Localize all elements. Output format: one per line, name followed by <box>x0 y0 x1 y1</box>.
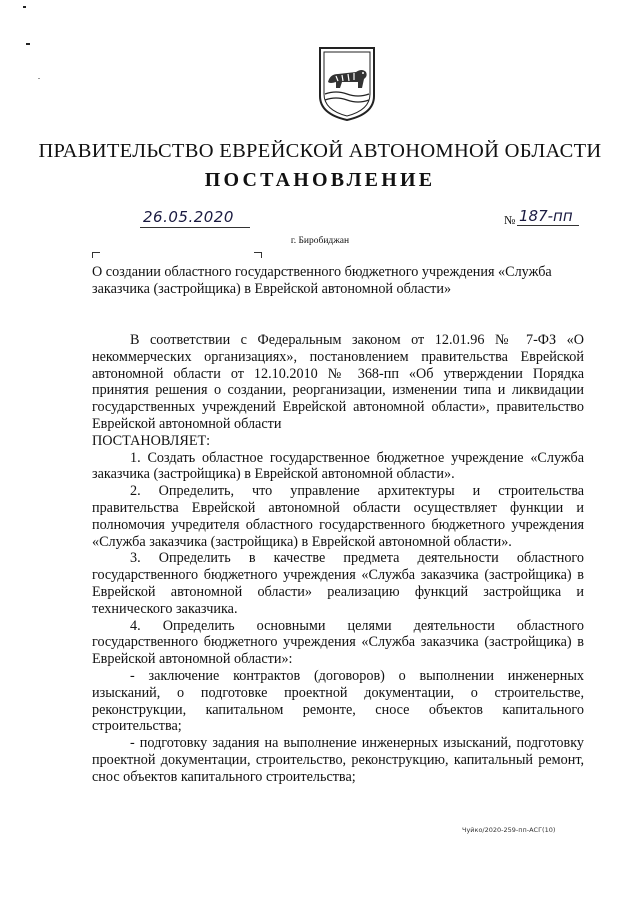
preamble-paragraph: В соответствии с Федеральным законом от 12.01.96 № 7-ФЗ «О некоммерческих организациях», постановлением правительства Еврейской автономной области от 12.10.2010 № 368-пп «Об утверждении Порядка принятия решения о создании, реорганизации, изменении типа и ликвидации государственных учреждений Еврейской автономной области», правительство Еврейской автономной области <box>92 332 584 432</box>
body-paragraph: 1. Создать областное государственное бюджетное учреждение «Служба заказчика (застройщика) в Еврейской автономной области». <box>92 449 584 483</box>
scan-mark <box>23 6 26 8</box>
city-name: г. Биробиджан <box>290 236 350 246</box>
footer-document-code: Чуйко/2020-259-пп-АСГ(10) <box>462 826 556 834</box>
coat-of-arms-emblem <box>316 44 378 122</box>
document-date: 26.05.2020 <box>143 208 234 226</box>
government-name: ПРАВИТЕЛЬСТВО ЕВРЕЙСКОЙ АВТОНОМНОЙ ОБЛАСТИ <box>38 140 602 162</box>
body-paragraph: 3. Определить в качестве предмета деятельности областного государственного бюджетного учреждения «Служба заказчика (застройщика) в Еврейской автономной области» реализацию функций застройщика и технического заказчика. <box>92 550 584 617</box>
list-item: - заключение контрактов (договоров) о выполнении инженерных изысканий, о подготовке проектной документации, о строительстве, реконструкции, капитальном ремонте, сносе объектов капитального строительства; <box>92 667 584 735</box>
document-number: 187-пп <box>519 207 573 225</box>
body-paragraph: 4. Определить основными целями деятельности областного государственного бюджетного учреждения «Служба заказчика (застройщика) в Еврейской автономной области»: <box>92 617 584 668</box>
document-type-title: ПОСТАНОВЛЕНИЕ <box>204 169 436 191</box>
subject-corner-right <box>254 252 262 258</box>
decree-heading: ПОСТАНОВЛЯЕТ: <box>92 432 211 449</box>
document-subject: О создании областного государственного бюджетного учреждения «Служба заказчика (застройщика) в Еврейской автономной области» <box>92 264 552 297</box>
document-body <box>92 332 584 786</box>
body-paragraph: 2. Определить, что управление архитектуры и строительства правительства Еврейской автономной области осуществляет функции и полномочия учредителя областного государственного бюджетного учреждения «Служба заказчика (застройщика) в Еврейской автономной области». <box>92 483 584 550</box>
number-underline <box>517 225 579 226</box>
scan-mark <box>38 78 40 79</box>
list-item: - подготовку задания на выполнение инженерных изысканий, подготовку проектной документации, строительство, реконструкцию, капитальный ремонт, снос объектов капитального строительства; <box>92 735 584 785</box>
number-sign: № <box>504 213 516 227</box>
scan-mark <box>26 43 30 45</box>
subject-corner-left <box>92 252 100 258</box>
date-underline <box>140 227 250 228</box>
